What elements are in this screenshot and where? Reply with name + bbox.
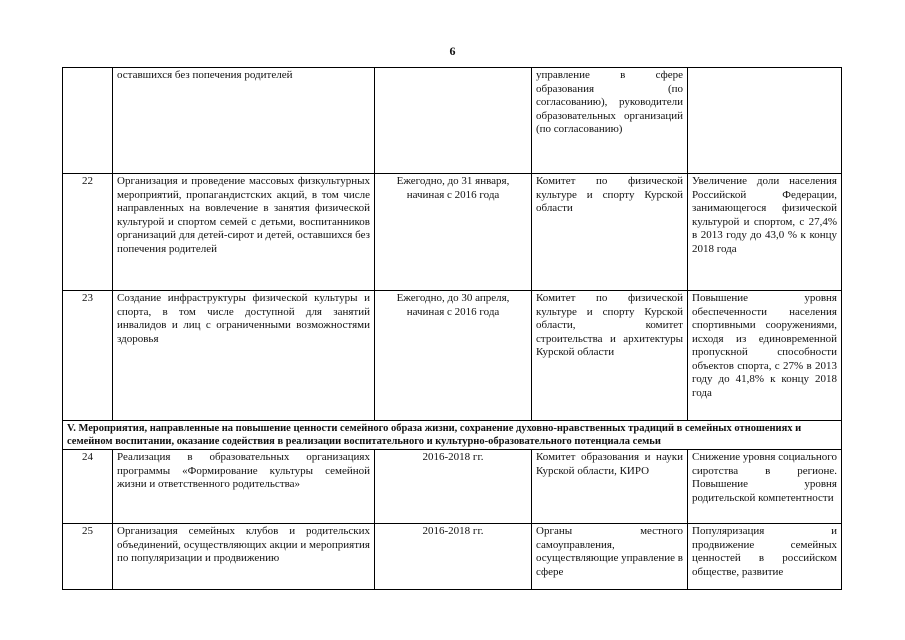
- executors-cell: управление в сфере образования (по согласованию), руководители образовательных организаций (по согласованию): [532, 68, 688, 174]
- table-row: [63, 291, 842, 421]
- row-number: 23: [63, 291, 113, 421]
- table-row: [63, 524, 842, 590]
- result-cell: Увеличение доли населения Российской Федерации, занимающегося физической культурой и спортом, с 27,4% в 2013 году до 43,0 % к концу 2018 года: [688, 174, 842, 291]
- result-cell: [688, 68, 842, 174]
- term-cell: Ежегодно, до 30 апреля, начиная с 2016 года: [375, 291, 532, 421]
- term-cell: 2016-2018 гг.: [375, 524, 532, 590]
- row-number: 24: [63, 450, 113, 524]
- measures-table: [62, 67, 842, 590]
- term-cell: 2016-2018 гг.: [375, 450, 532, 524]
- result-cell: Повышение уровня обеспеченности населения спортивными сооружениями, исходя из единовременной пропускной способности объектов спорта, с 27% в 2013 году до 41,8% к концу 2018 года: [688, 291, 842, 421]
- row-number: [63, 68, 113, 174]
- result-cell: Популяризация и продвижение семейных ценностей в российском обществе, развитие: [688, 524, 842, 590]
- event-cell: оставшихся без попечения родителей: [113, 68, 375, 174]
- section-heading: V. Мероприятия, направленные на повышение ценности семейного образа жизни, сохранение духовно-нравственных традиций в семейных отношениях и семейном воспитании, оказание содействия в реализации воспитательного и культурно-образовательного потенциала семьи: [63, 421, 842, 450]
- executors-cell: Комитет по физической культуре и спорту Курской области, комитет строительства и архитектуры Курской области: [532, 291, 688, 421]
- event-cell: Реализация в образовательных организациях программы «Формирование культуры семейной жизни и ответственного родительства»: [113, 450, 375, 524]
- table-row: [63, 450, 842, 524]
- event-cell: Организация и проведение массовых физкультурных мероприятий, пропагандистских акций, в том числе направленных на вовлечение в занятия физической культурой и спортом семей с детьми, воспитанников организаций для детей-сирот и детей, оставшихся без попечения родителей: [113, 174, 375, 291]
- row-number: 25: [63, 524, 113, 590]
- term-cell: Ежегодно, до 31 января, начиная с 2016 года: [375, 174, 532, 291]
- executors-cell: Комитет образования и науки Курской области, КИРО: [532, 450, 688, 524]
- event-cell: Создание инфраструктуры физической культуры и спорта, в том числе доступной для занятий инвалидов и лиц с ограниченными возможностями здоровья: [113, 291, 375, 421]
- result-cell: Снижение уровня социального сиротства в регионе. Повышение уровня родительской компетентности: [688, 450, 842, 524]
- event-cell: Организация семейных клубов и родительских объединений, осуществляющих акции и мероприятия по популяризации и продвижению: [113, 524, 375, 590]
- term-cell: [375, 68, 532, 174]
- section-row: [63, 421, 842, 450]
- table-row: [63, 68, 842, 174]
- page-number: 6: [449, 44, 456, 58]
- executors-cell: Органы местного самоуправления, осуществляющие управление в сфере: [532, 524, 688, 590]
- row-number: 22: [63, 174, 113, 291]
- executors-cell: Комитет по физической культуре и спорту Курской области: [532, 174, 688, 291]
- table-row: [63, 174, 842, 291]
